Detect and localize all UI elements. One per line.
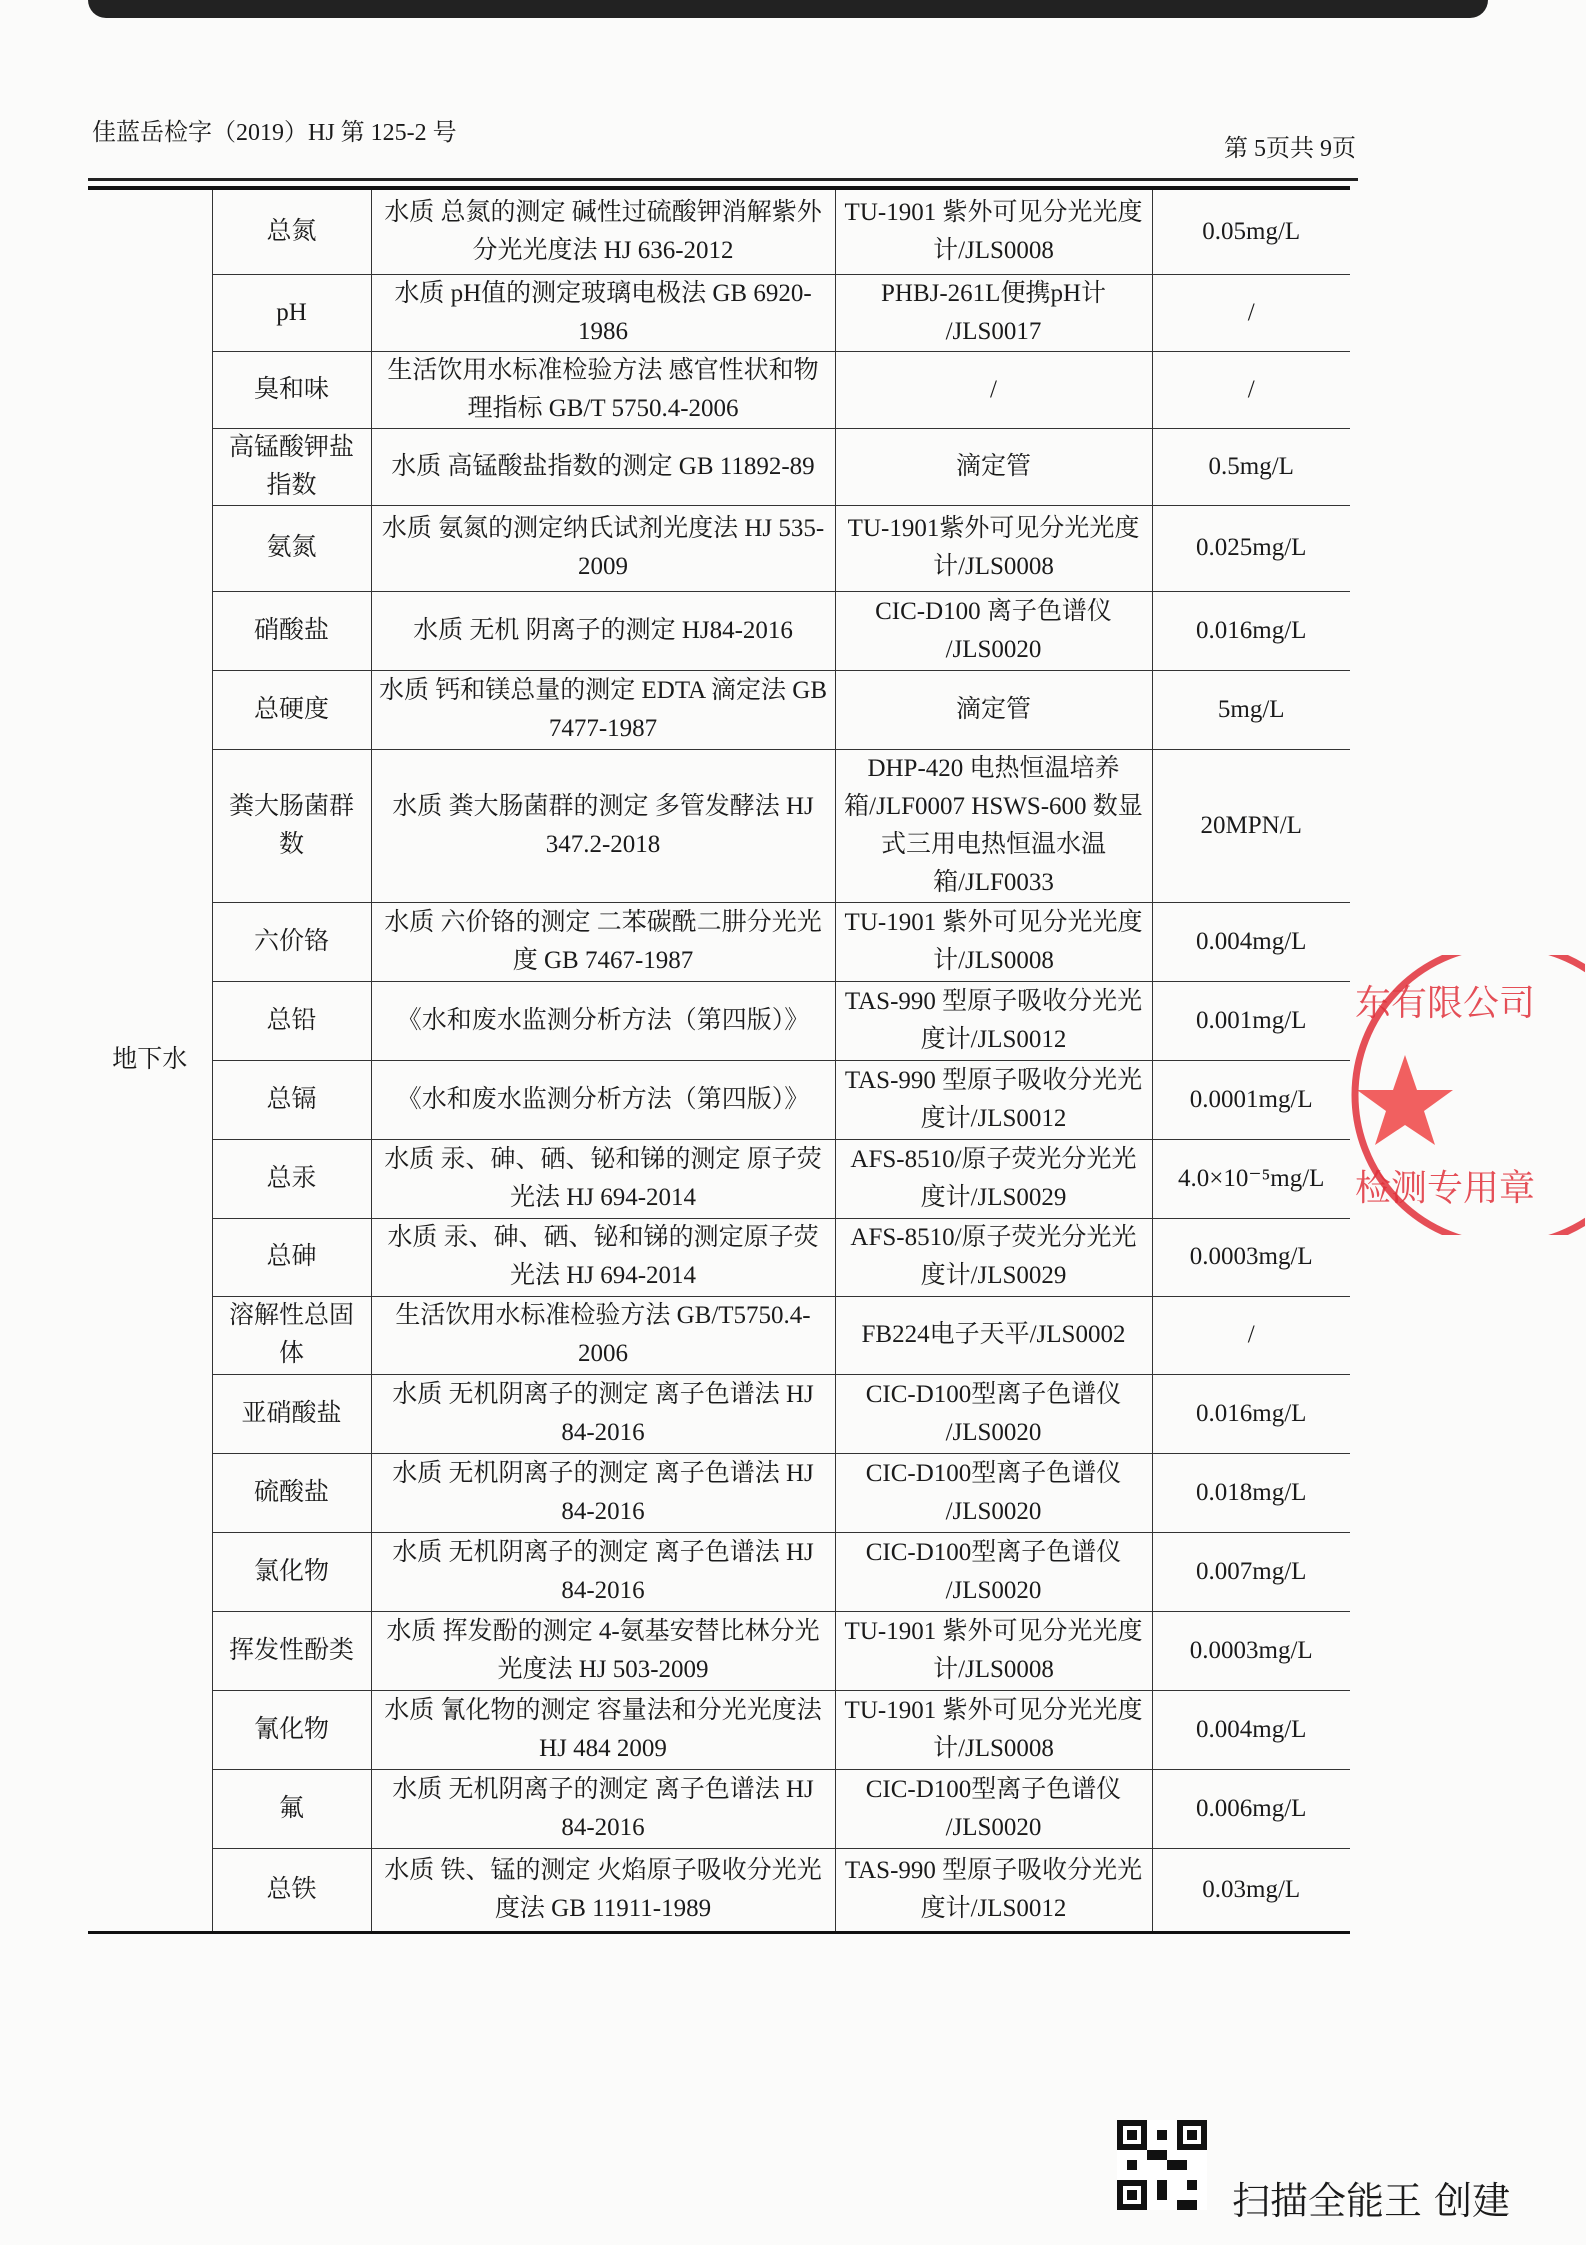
table-row <box>88 1060 1350 1139</box>
method-cell: 水质 六价铬的测定 二苯碳酰二肼分光光度 GB 7467-1987 <box>371 902 835 981</box>
svg-text:东有限公司: 东有限公司 <box>1355 983 1536 1024</box>
item-cell: 粪大肠菌群数 <box>212 749 371 902</box>
table-row <box>88 1218 1350 1296</box>
instrument-cell: TU-1901 紫外可见分光光度计/JLS0008 <box>835 1690 1152 1769</box>
method-cell: 水质 无机阴离子的测定 离子色谱法 HJ 84-2016 <box>371 1453 835 1532</box>
table-row <box>88 1690 1350 1769</box>
limit-cell: 4.0×10⁻⁵mg/L <box>1152 1139 1350 1218</box>
item-cell: 总硬度 <box>212 670 371 749</box>
method-cell: 《水和废水监测分析方法（第四版）》 <box>371 981 835 1060</box>
instrument-cell: AFS-8510/原子荧光分光光度计/JLS0029 <box>835 1139 1152 1218</box>
table-row <box>88 1374 1350 1453</box>
table-row <box>88 1139 1350 1218</box>
table-row <box>88 1296 1350 1374</box>
table-row <box>88 188 1350 274</box>
instrument-cell: 滴定管 <box>835 428 1152 505</box>
instrument-cell: TU-1901 紫外可见分光光度计/JLS0008 <box>835 1611 1152 1690</box>
item-cell: 总氮 <box>212 188 371 274</box>
limit-cell: 0.025mg/L <box>1152 505 1350 591</box>
method-cell: 水质 无机阴离子的测定 离子色谱法 HJ 84-2016 <box>371 1769 835 1848</box>
method-cell: 水质 汞、砷、硒、铋和锑的测定 原子荧光法 HJ 694-2014 <box>371 1139 835 1218</box>
scanner-watermark: 扫描全能王 创建 <box>1232 2179 1511 2223</box>
table-row <box>88 1611 1350 1690</box>
star-icon <box>1357 1055 1453 1145</box>
instrument-cell: TAS-990 型原子吸收分光光度计/JLS0012 <box>835 981 1152 1060</box>
limit-cell: 0.006mg/L <box>1152 1769 1350 1848</box>
table-row <box>88 1769 1350 1848</box>
table-row <box>88 1532 1350 1611</box>
item-cell: 氯化物 <box>212 1532 371 1611</box>
method-cell: 水质 氨氮的测定纳氏试剂光度法 HJ 535-2009 <box>371 505 835 591</box>
limit-cell: 0.016mg/L <box>1152 1374 1350 1453</box>
svg-text:检测专用章: 检测专用章 <box>1355 1168 1536 1209</box>
limit-cell: / <box>1152 274 1350 351</box>
table-row <box>88 505 1350 591</box>
table-row <box>88 591 1350 670</box>
method-cell: 水质 挥发酚的测定 4-氨基安替比林分光光度法 HJ 503-2009 <box>371 1611 835 1690</box>
method-cell: 《水和废水监测分析方法（第四版）》 <box>371 1060 835 1139</box>
limit-cell: 20MPN/L <box>1152 749 1350 902</box>
limit-cell: 0.05mg/L <box>1152 188 1350 274</box>
method-cell: 水质 总氮的测定 碱性过硫酸钾消解紫外分光光度法 HJ 636-2012 <box>371 188 835 274</box>
method-cell: 水质 汞、砷、硒、铋和锑的测定原子荧光法 HJ 694-2014 <box>371 1218 835 1296</box>
limit-cell: 0.0001mg/L <box>1152 1060 1350 1139</box>
table-row <box>88 428 1350 505</box>
item-cell: 总铁 <box>212 1848 371 1932</box>
instrument-cell: CIC-D100 离子色谱仪 /JLS0020 <box>835 591 1152 670</box>
item-cell: 总汞 <box>212 1139 371 1218</box>
instrument-cell: TAS-990 型原子吸收分光光度计/JLS0012 <box>835 1060 1152 1139</box>
report-number: 佳蓝岳检字（2019）HJ 第 125-2 号 <box>92 120 457 146</box>
instrument-cell: 滴定管 <box>835 670 1152 749</box>
instrument-cell: PHBJ-261L便携pH计 /JLS0017 <box>835 274 1152 351</box>
instrument-cell: CIC-D100型离子色谱仪 /JLS0020 <box>835 1532 1152 1611</box>
qr-code-icon <box>1117 2120 1207 2210</box>
method-cell: 水质 粪大肠菌群的测定 多管发酵法 HJ 347.2-2018 <box>371 749 835 902</box>
limit-cell: 0.03mg/L <box>1152 1848 1350 1932</box>
table-row <box>88 351 1350 428</box>
item-cell: 氟 <box>212 1769 371 1848</box>
item-cell: pH <box>212 274 371 351</box>
instrument-cell: TU-1901 紫外可见分光光度计/JLS0008 <box>835 188 1152 274</box>
limit-cell: 0.001mg/L <box>1152 981 1350 1060</box>
sample-type-cell: 地下水 <box>88 188 212 1932</box>
item-cell: 氨氮 <box>212 505 371 591</box>
method-cell: 水质 铁、锰的测定 火焰原子吸收分光光度法 GB 11911-1989 <box>371 1848 835 1932</box>
table-row <box>88 981 1350 1060</box>
test-methods-table <box>88 186 1350 1934</box>
scan-edge <box>88 0 1488 18</box>
table-row <box>88 1848 1350 1932</box>
item-cell: 总镉 <box>212 1060 371 1139</box>
item-cell: 亚硝酸盐 <box>212 1374 371 1453</box>
instrument-cell: TU-1901 紫外可见分光光度计/JLS0008 <box>835 902 1152 981</box>
item-cell: 总铅 <box>212 981 371 1060</box>
instrument-cell: FB224电子天平/JLS0002 <box>835 1296 1152 1374</box>
table-row <box>88 1453 1350 1532</box>
instrument-cell: CIC-D100型离子色谱仪 /JLS0020 <box>835 1453 1152 1532</box>
instrument-cell: DHP-420 电热恒温培养箱/JLF0007 HSWS-600 数显式三用电热恒温水温箱/JLF0033 <box>835 749 1152 902</box>
instrument-cell: TAS-990 型原子吸收分光光度计/JLS0012 <box>835 1848 1152 1932</box>
item-cell: 臭和味 <box>212 351 371 428</box>
method-cell: 水质 钙和镁总量的测定 EDTA 滴定法 GB 7477-1987 <box>371 670 835 749</box>
limit-cell: 0.018mg/L <box>1152 1453 1350 1532</box>
limit-cell: / <box>1152 1296 1350 1374</box>
method-cell: 水质 无机阴离子的测定 离子色谱法 HJ 84-2016 <box>371 1532 835 1611</box>
instrument-cell: TU-1901紫外可见分光光度计/JLS0008 <box>835 505 1152 591</box>
instrument-cell: CIC-D100型离子色谱仪 /JLS0020 <box>835 1769 1152 1848</box>
limit-cell: 0.004mg/L <box>1152 1690 1350 1769</box>
table-row <box>88 670 1350 749</box>
method-cell: 生活饮用水标准检验方法 GB/T5750.4-2006 <box>371 1296 835 1374</box>
table-row <box>88 749 1350 902</box>
limit-cell: 0.0003mg/L <box>1152 1218 1350 1296</box>
method-cell: 水质 pH值的测定玻璃电极法 GB 6920-1986 <box>371 274 835 351</box>
item-cell: 高锰酸钾盐指数 <box>212 428 371 505</box>
limit-cell: / <box>1152 351 1350 428</box>
limit-cell: 0.004mg/L <box>1152 902 1350 981</box>
limit-cell: 5mg/L <box>1152 670 1350 749</box>
method-cell: 水质 氰化物的测定 容量法和分光光度法 HJ 484 2009 <box>371 1690 835 1769</box>
item-cell: 总砷 <box>212 1218 371 1296</box>
limit-cell: 0.007mg/L <box>1152 1532 1350 1611</box>
limit-cell: 0.016mg/L <box>1152 591 1350 670</box>
table-row <box>88 902 1350 981</box>
method-cell: 水质 无机 阴离子的测定 HJ84-2016 <box>371 591 835 670</box>
item-cell: 六价铬 <box>212 902 371 981</box>
method-cell: 生活饮用水标准检验方法 感官性状和物理指标 GB/T 5750.4-2006 <box>371 351 835 428</box>
limit-cell: 0.0003mg/L <box>1152 1611 1350 1690</box>
method-cell: 水质 无机阴离子的测定 离子色谱法 HJ 84-2016 <box>371 1374 835 1453</box>
item-cell: 溶解性总固体 <box>212 1296 371 1374</box>
company-seal-stamp <box>1345 955 1585 1235</box>
instrument-cell: AFS-8510/原子荧光分光光度计/JLS0029 <box>835 1218 1152 1296</box>
instrument-cell: / <box>835 351 1152 428</box>
item-cell: 挥发性酚类 <box>212 1611 371 1690</box>
table-row <box>88 274 1350 351</box>
item-cell: 氰化物 <box>212 1690 371 1769</box>
method-cell: 水质 高锰酸盐指数的测定 GB 11892-89 <box>371 428 835 505</box>
item-cell: 硝酸盐 <box>212 591 371 670</box>
page-number: 第 5页共 9页 <box>1224 136 1356 162</box>
header-divider <box>88 178 1358 181</box>
instrument-cell: CIC-D100型离子色谱仪 /JLS0020 <box>835 1374 1152 1453</box>
limit-cell: 0.5mg/L <box>1152 428 1350 505</box>
item-cell: 硫酸盐 <box>212 1453 371 1532</box>
